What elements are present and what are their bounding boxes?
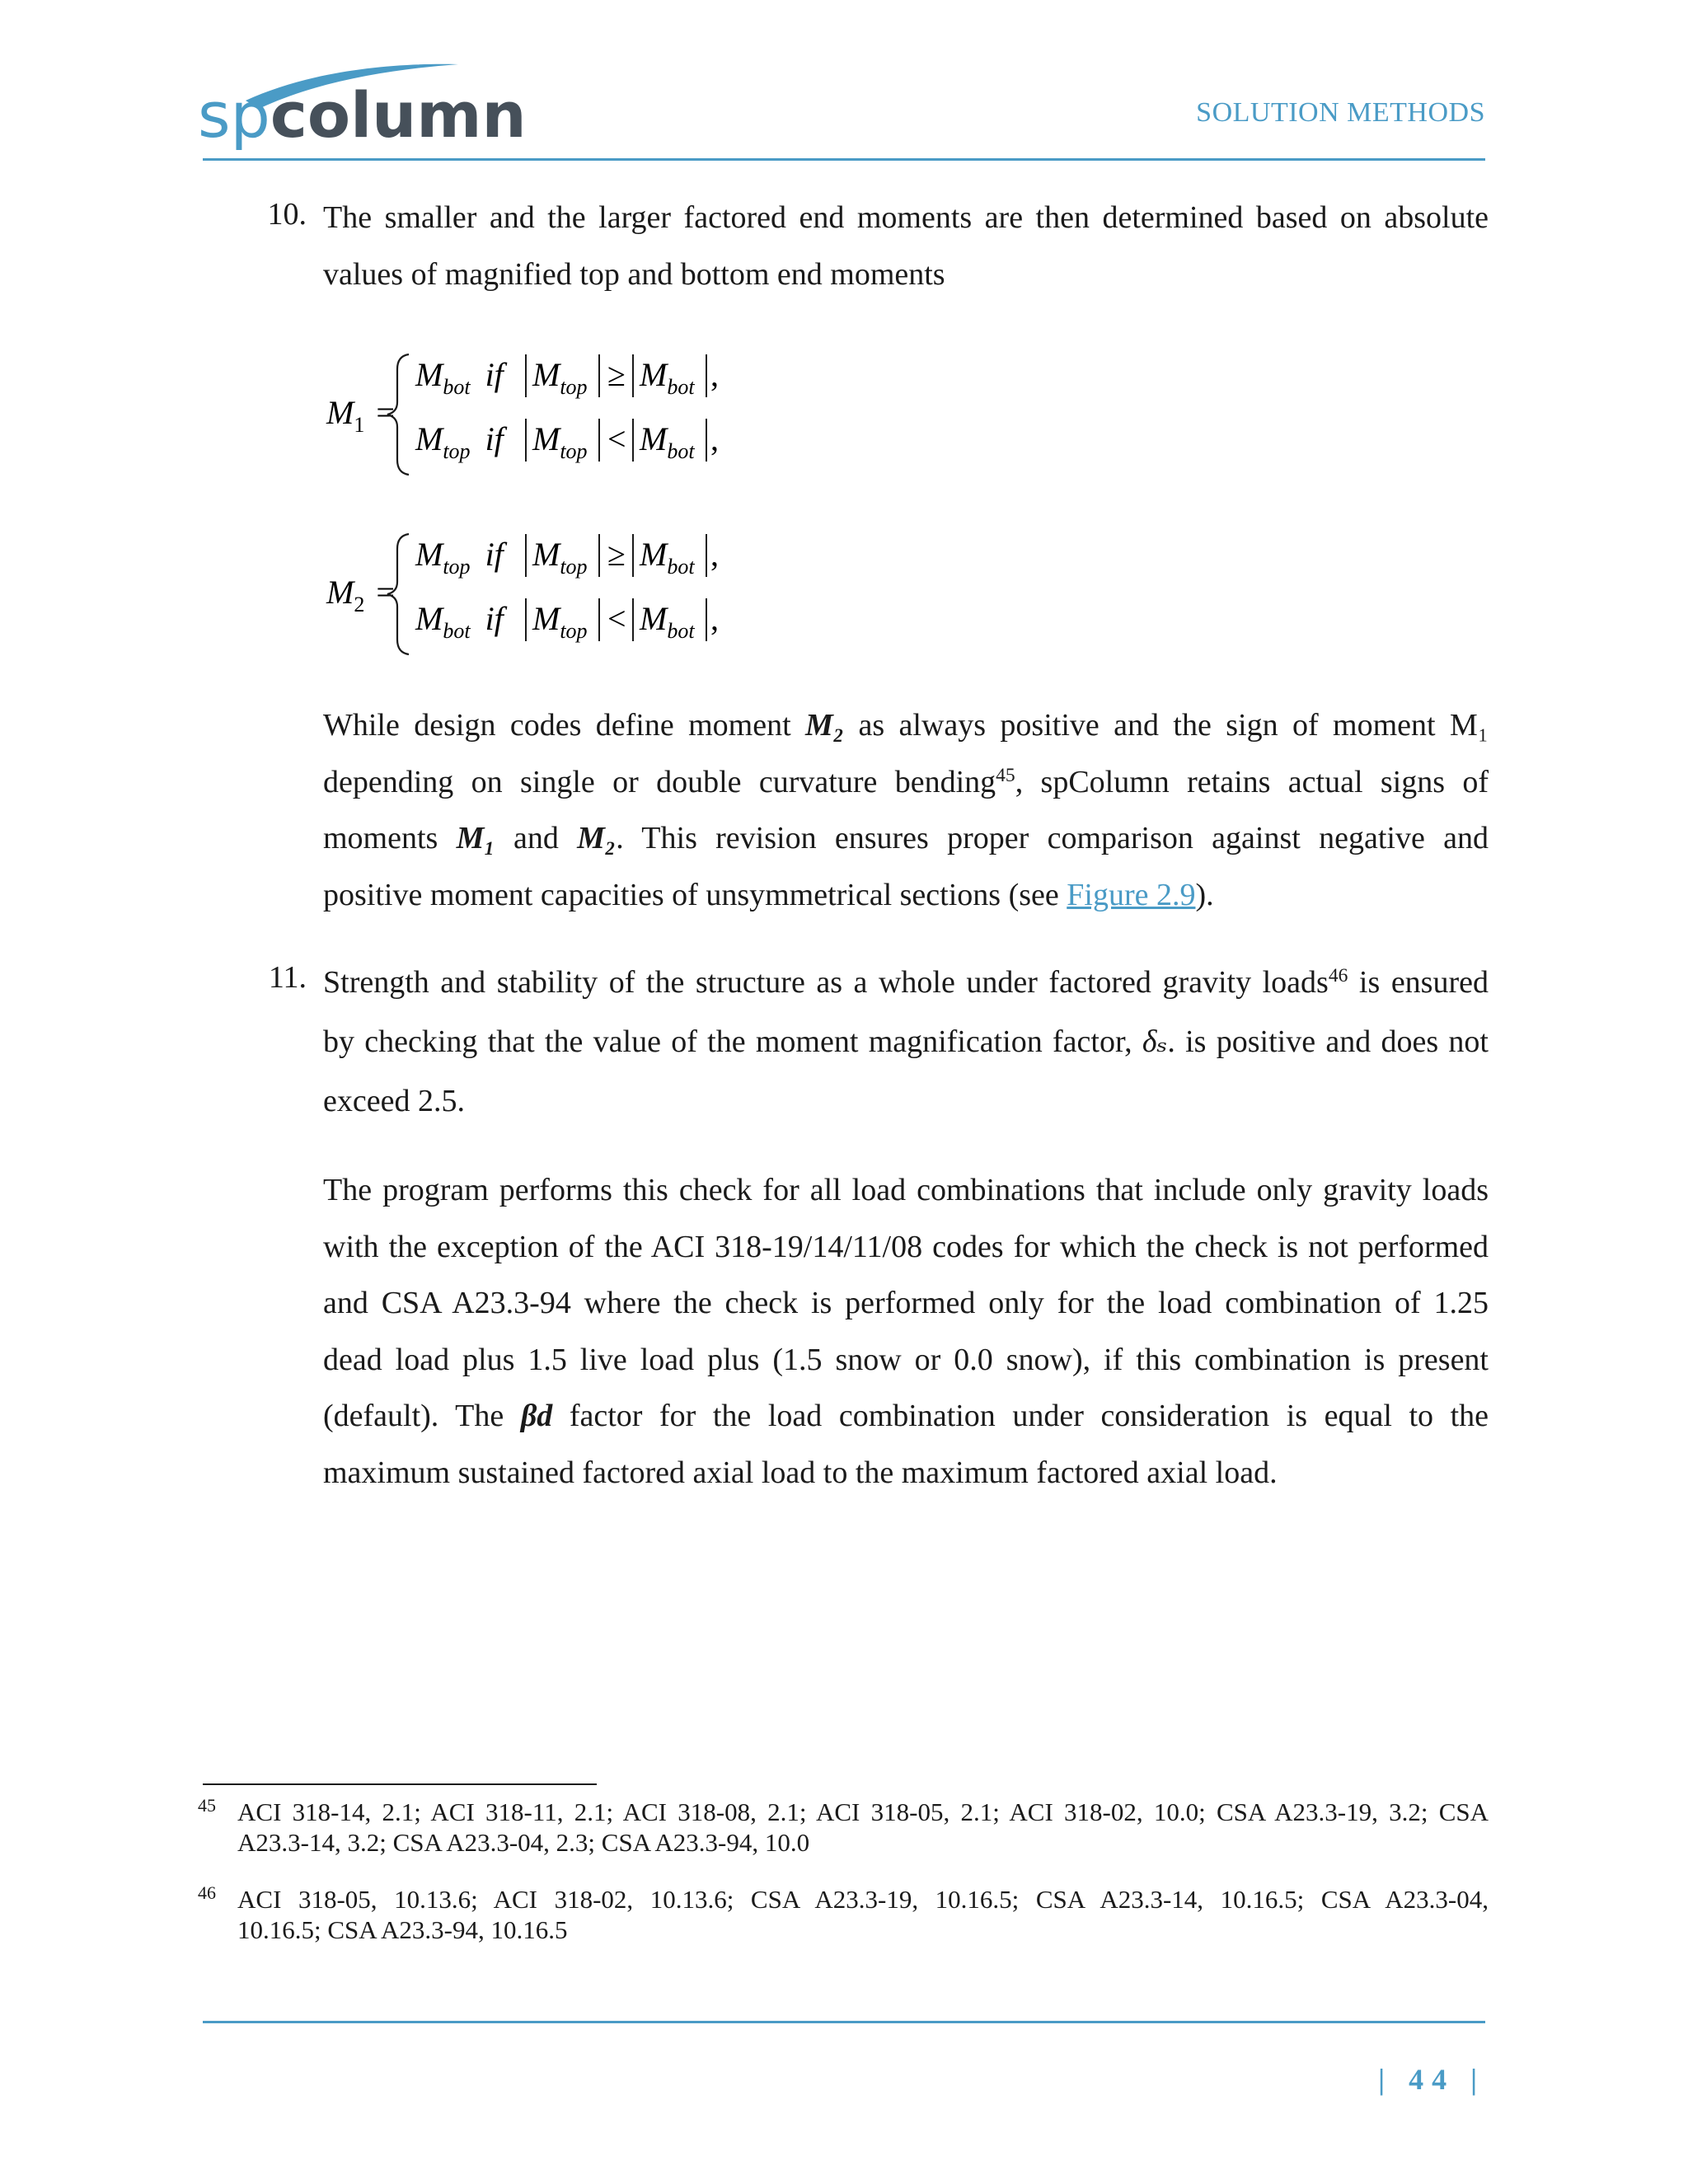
svg-text:≥: ≥	[607, 536, 626, 573]
note-line-4: positive moment capacities of unsymmetrical sections (see Figure 2.9).	[323, 877, 1214, 912]
eq1-lhs: $M_1$ =	[326, 394, 395, 437]
footer-rule	[203, 2021, 1485, 2023]
spcolumn-logo	[195, 58, 527, 152]
svg-text:Mbot: $M_{bot}$	[640, 536, 695, 579]
svg-text:Mbotif: $M_{bot}$ if	[415, 356, 504, 399]
program-line-2: with the exception of the ACI 318-19/14/11/08 codes for which the check is not performed	[323, 1229, 1489, 1264]
section-title: SOLUTION METHODS	[1196, 97, 1485, 128]
item-10-line-1: The smaller and the larger factored end moments are then determined based on absolute	[323, 200, 1489, 235]
svg-text:≥: ≥	[607, 356, 626, 393]
svg-text:,: ,	[710, 420, 719, 457]
svg-text:,: ,	[710, 536, 719, 573]
delta-s-symbol: δₛ	[1142, 1024, 1168, 1059]
note-line-2: depending on single or double curvature bending$^{45}$, spColumn retains actual signs of	[323, 764, 1489, 799]
item-11-line-2: by checking that the value of the moment magnification factor, δₛ. is positive and does not	[323, 1024, 1489, 1059]
beta-d-symbol: βd	[520, 1399, 553, 1433]
eq1-source: M₁ = M_bot if |M_top| ≥ |M_bot|, M_top if |M_top| < |M_bot|,	[321, 336, 343, 337]
svg-text:Mtop: $M_{top}$	[532, 356, 588, 399]
program-line-5: (default). The βd factor for the load combination under consideration is equal to the	[323, 1399, 1489, 1433]
page-number: | 44 |	[1378, 2063, 1485, 2096]
list-number-10: 10.	[267, 197, 307, 232]
eq2-source: M₂ = M_top if |M_top| ≥ |M_bot|, M_bot if |M_top| < |M_bot|,	[321, 516, 343, 517]
svg-text:Mbot: $M_{bot}$	[640, 420, 695, 463]
svg-text:,: ,	[710, 600, 719, 637]
footnote-ref-46[interactable]: 46	[1328, 965, 1348, 987]
program-line-3: and CSA A23.3-94 where the check is performed only for the load combination of 1.25	[323, 1286, 1489, 1320]
svg-text:<: <	[607, 600, 626, 637]
eq1-case-1	[415, 354, 719, 399]
item-11-line-1: Strength and stability of the structure as a whole under factored gravity loads$^{46}$ is ensured	[323, 965, 1489, 1000]
note-line-1: While design codes define moment M₂ as always positive and the sign of moment M₁	[323, 708, 1489, 743]
item-11-line-3: exceed 2.5.	[323, 1084, 465, 1118]
eq1-case-2	[415, 419, 719, 463]
footnote-separator	[203, 1783, 597, 1785]
svg-text:Mtop: $M_{top}$	[532, 420, 588, 463]
eq2-case-2	[415, 598, 719, 643]
program-check-paragraph	[323, 1162, 1489, 1501]
eq2-lhs: $M_2$ =	[326, 574, 395, 616]
program-line-6: maximum sustained factored axial load to the maximum factored axial load.	[323, 1455, 1278, 1490]
signs-note-paragraph	[323, 697, 1489, 923]
svg-text:Mtop: $M_{top}$	[532, 536, 588, 579]
figure-2-9-link[interactable]: Figure 2.9	[1067, 877, 1196, 912]
equation-m1	[321, 336, 898, 493]
footnote-45-text: ACI 318-14, 2.1; ACI 318-11, 2.1; ACI 318-08, 2.1; ACI 318-05, 2.1; ACI 318-02, 10.0; CSA A23.3-19, 3.2; CSA A23.3-14, 3.2; CSA A23.3-04, 2.3; CSA A23.3-94, 10.0	[237, 1797, 1489, 1857]
svg-text:Mtop: $M_{top}$	[532, 600, 588, 643]
program-line-4: dead load plus 1.5 live load plus (1.5 snow or 0.0 snow), if this combination is present	[323, 1342, 1489, 1377]
equation-m2	[321, 516, 898, 673]
item-11-text	[323, 953, 1489, 1131]
footnote-46-number: 46	[198, 1882, 216, 1903]
eq2-case-1	[415, 534, 719, 579]
footnote-ref-45[interactable]: 45	[996, 764, 1015, 786]
footnote-45-number: 45	[198, 1795, 216, 1816]
svg-text:Mbotif: $M_{bot}$ if	[415, 600, 504, 643]
svg-text:Mbot: $M_{bot}$	[640, 600, 695, 643]
svg-text:Mtopif: $M_{top}$ if	[415, 420, 504, 463]
header-rule	[203, 158, 1485, 161]
program-line-1: The program performs this check for all load combinations that include only gravity loads	[323, 1173, 1489, 1207]
list-number-11: 11.	[268, 960, 307, 995]
svg-text:spcolumn: spcolumn	[198, 78, 527, 152]
item-10-line-2: values of magnified top and bottom end moments	[323, 256, 945, 292]
svg-text:Mtopif: $M_{top}$ if	[415, 536, 504, 579]
item-10-text	[323, 190, 1489, 302]
svg-text:,: ,	[710, 356, 719, 393]
note-line-3: moments M₁ and M₂. This revision ensures proper comparison against negative and	[323, 821, 1489, 855]
svg-text:Mbot: $M_{bot}$	[640, 356, 695, 399]
footnote-46-text: ACI 318-05, 10.13.6; ACI 318-02, 10.13.6; CSA A23.3-19, 10.16.5; CSA A23.3-14, 10.16.5; CSA A23.3-04, 10.16.5; CSA A23.3-94, 10.16.5	[237, 1885, 1489, 1944]
svg-text:<: <	[607, 420, 626, 457]
